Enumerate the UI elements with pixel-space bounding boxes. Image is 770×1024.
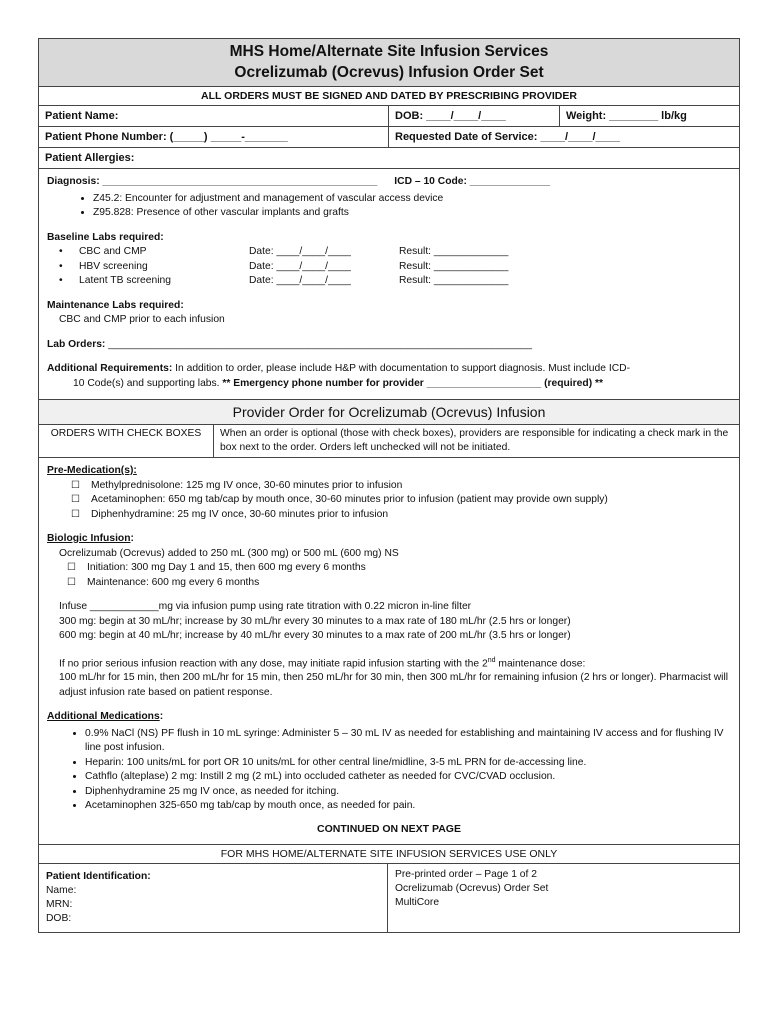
biologic-options <box>47 561 731 590</box>
preprinted-page: Pre-printed order – Page 1 of 2 <box>395 869 537 881</box>
premed-title: Pre-Medication(s): <box>47 465 137 476</box>
premed-checkbox-item[interactable]: ☐ Methylprednisolone: 125 mg IV once, 30-60 minutes prior to infusion <box>71 479 731 494</box>
lab-name: • HBV screening <box>59 260 249 275</box>
rapid-infusion-line1 <box>47 654 731 672</box>
infuse-line1[interactable]: Infuse ____________mg via infusion pump using rate titration with 0.22 micron in-line filter <box>59 601 472 612</box>
icd-code-label[interactable]: ICD – 10 Code: ______________ <box>394 176 550 187</box>
lab-date-field[interactable]: Date: ____/____/____ <box>249 275 351 286</box>
lab-orders-line[interactable] <box>47 338 731 353</box>
biologic-title: Biologic Infusion: <box>47 533 134 544</box>
lab-orders-label: Lab Orders: <box>47 338 106 350</box>
diagnosis-item: • Z45.2: Encounter for adjustment and management of vascular access device <box>93 192 731 207</box>
additional-req-line2 <box>47 377 731 392</box>
patient-identification-box <box>39 864 388 932</box>
infuse-line3: 600 mg: begin at 40 mL/hr; increase by 40 mL/hr every 30 minutes to a max rate of 200 mL/hr (3.5 hrs or longer) <box>59 630 571 641</box>
additional-req-label: Additional Requirements: <box>47 363 173 374</box>
pid-name[interactable]: Name: <box>46 885 77 897</box>
additional-meds-list <box>47 727 731 814</box>
additional-req-text2: 10 Code(s) and supporting labs. <box>73 377 220 389</box>
maintenance-labs-title: Maintenance Labs required: <box>47 299 184 311</box>
rapid-text-a: If no prior serious infusion reaction with any dose, may initiate rapid infusion starting with the 2 <box>59 657 488 669</box>
lab-result-field[interactable]: Result: _____________ <box>399 260 509 272</box>
lab-name: • Latent TB screening <box>59 274 249 289</box>
phone-field[interactable]: Patient Phone Number: (_____) _____-_______ <box>39 127 389 147</box>
preprinted-system: MultiCore <box>395 897 440 909</box>
additional-med-item: • Heparin: 100 units/mL for port OR 10 units/mL for other central line/midline, 3-5 mL PRN for de-accessing line. <box>85 756 731 771</box>
lab-date-field[interactable]: Date: ____/____/____ <box>249 246 351 257</box>
pid-mrn[interactable]: MRN: <box>46 899 73 911</box>
checkbox-instructions <box>39 425 739 458</box>
lab-result-field[interactable]: Result: _____________ <box>399 246 509 257</box>
baseline-labs-title: Baseline Labs required: <box>47 231 164 243</box>
diagnosis-list <box>47 192 731 221</box>
biologic-line1: Ocrelizumab (Ocrevus) added to 250 mL (300 mg) or 500 mL (600 mg) NS <box>59 547 399 559</box>
additional-meds-title-text: Additional Medications <box>47 711 160 723</box>
biologic-checkbox-item[interactable]: ☐ Maintenance: 600 mg every 6 months <box>67 576 731 591</box>
infuse-line2: 300 mg: begin at 30 mL/hr; increase by 30 mL/hr every 30 minutes to a max rate of 180 mL/hr (2.5 hrs or longer) <box>59 615 571 627</box>
diagnosis-line <box>47 175 731 190</box>
pid-title: Patient Identification: <box>46 871 151 883</box>
rapid-text-b: maintenance dose: <box>495 657 586 669</box>
additional-req-text: In addition to order, please include H&P with documentation to support diagnosis. Must include ICD- <box>172 363 631 374</box>
provider-order-title: Provider Order for Ocrelizumab (Ocrevus) Infusion <box>39 400 739 425</box>
rapid-infusion-line2: 100 mL/hr for 15 min, then 200 mL/hr for 15 min, then 250 mL/hr for 30 min, then 300 mL/hr for remaining infusion (2 hrs or longer). Pharmacist will adjust infusion rate based on patient response. <box>59 672 729 698</box>
checkbox-instructions-text: When an order is optional (those with check boxes), providers are responsible for indicating a check mark in the box next to the order. Orders left unchecked will not be initiated. <box>220 428 729 453</box>
preprinted-orderset: Ocrelizumab (Ocrevus) Order Set <box>395 883 549 895</box>
patient-row-2 <box>39 127 739 148</box>
pid-dob[interactable]: DOB: <box>46 913 72 925</box>
patient-row-3 <box>39 148 739 169</box>
biologic-checkbox-item[interactable]: ☐ Initiation: 300 mg Day 1 and 15, then 600 mg every 6 months <box>67 561 731 576</box>
diagnosis-item: • Z95.828: Presence of other vascular implants and grafts <box>93 206 731 221</box>
additional-med-item: • 0.9% NaCl (NS) PF flush in 10 mL syringe: Administer 5 – 30 mL IV as needed for establishing and maintaining IV access and for flushing IV line post infusion. <box>85 727 731 756</box>
lab-name: • CBC and CMP <box>59 245 249 260</box>
premed-title-text: Pre-Medication(s) <box>47 465 134 476</box>
baseline-labs-grid <box>47 245 731 289</box>
premed-list <box>47 479 731 523</box>
form-title-line2: Ocrelizumab (Ocrevus) Infusion Order Set <box>234 64 544 81</box>
preprinted-order-box <box>388 864 739 932</box>
form-header <box>39 39 739 87</box>
form-title-line1: MHS Home/Alternate Site Infusion Services <box>229 43 549 60</box>
additional-meds-title: Additional Medications: <box>47 711 164 723</box>
patient-row-1 <box>39 106 739 127</box>
additional-med-item: • Diphenhydramine 25 mg IV once, as needed for itching. <box>85 785 731 800</box>
premed-checkbox-item[interactable]: ☐ Acetaminophen: 650 mg tab/cap by mouth once, 30-60 minutes prior to infusion (patient may provide own supply) <box>71 493 731 508</box>
emergency-phone-field[interactable]: ** Emergency phone number for provider ____________________ (required) ** <box>219 377 603 389</box>
order-form <box>38 38 740 933</box>
allergies-field[interactable]: Patient Allergies: <box>45 152 135 164</box>
biologic-title-text: Biologic Infusion <box>47 533 131 544</box>
requested-date-field[interactable]: Requested Date of Service: ____/____/____ <box>395 131 621 143</box>
rapid-text-sup: nd <box>487 656 496 664</box>
lab-result-field[interactable]: Result: _____________ <box>399 275 509 286</box>
lab-date-field[interactable]: Date: ____/____/____ <box>249 260 351 272</box>
orders-with-checkboxes-label: ORDERS WITH CHECK BOXES <box>39 425 214 457</box>
weight-field[interactable]: Weight: ________ lb/kg <box>566 110 687 122</box>
premed-checkbox-item[interactable]: ☐ Diphenhydramine: 25 mg IV once, 30-60 minutes prior to infusion <box>71 508 731 523</box>
maintenance-labs-text: CBC and CMP prior to each infusion <box>59 314 225 325</box>
additional-med-item: • Acetaminophen 325-650 mg tab/cap by mouth once, as needed for pain. <box>85 799 731 814</box>
signature-notice: ALL ORDERS MUST BE SIGNED AND DATED BY PRESCRIBING PROVIDER <box>39 87 739 106</box>
office-use-only-banner: FOR MHS HOME/ALTERNATE SITE INFUSION SERVICES USE ONLY <box>39 845 739 864</box>
diagnosis-section <box>39 169 739 400</box>
additional-requirements <box>47 362 731 391</box>
patient-name-field[interactable]: Patient Name: <box>39 106 389 126</box>
continued-notice: CONTINUED ON NEXT PAGE <box>317 822 461 835</box>
diagnosis-label[interactable]: Diagnosis: ________________________________________________ <box>47 176 378 187</box>
lab-orders-blank[interactable]: __________________________________________________________________________ <box>105 338 533 350</box>
additional-med-item: • Cathflo (alteplase) 2 mg: Instill 2 mg (2 mL) into occluded catheter as needed for CVC/CVAD occlusion. <box>85 770 731 785</box>
footer-section <box>39 864 739 932</box>
dob-field[interactable]: DOB: ____/____/____ <box>389 106 560 126</box>
provider-orders-section <box>39 458 739 845</box>
